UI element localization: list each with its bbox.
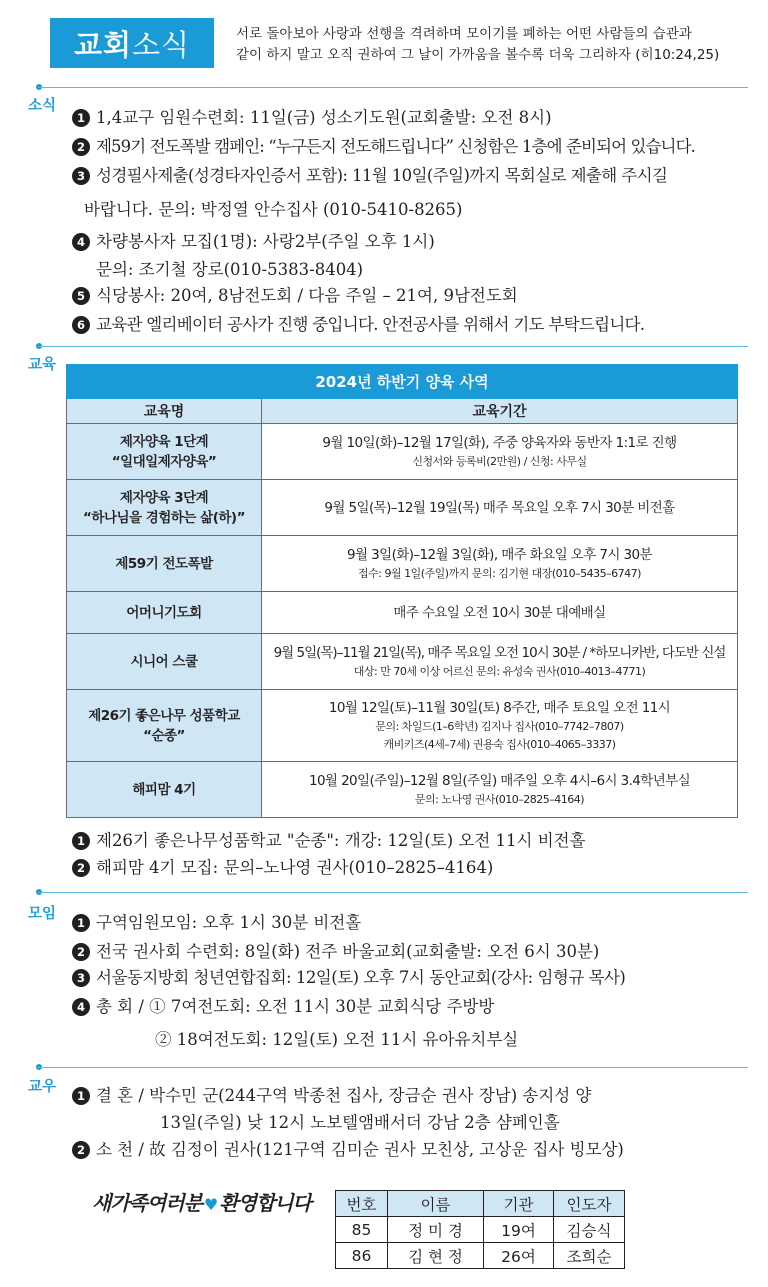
welcome-banner: 새가족여러분 ♥ 환영합니다 [92,1191,311,1215]
list-item: 2 소 천 / 故 김정이 권사(121구역 김미순 권사 모친상, 고상운 집사 빙모상) [72,1136,624,1160]
list-item: 3 성경필사제출(성경타자인증서 포함): 11월 10일(주일)까지 목회실로 제출해 주시길 [72,162,667,186]
number-badge: 2 [72,943,90,961]
list-item: 2 해피맘 4기 모집: 문의–노나영 권사(010–2825–4164) [72,854,493,878]
list-item: 1 구역임원모임: 오후 1시 30분 비전홀 [72,909,361,933]
table-row: 제26기 좋은나무 성품학교 “순종” 10월 12일(토)–11월 30일(토) 8주간, 매주 토요일 오전 11시 문의: 차일드(1–6학년) 김지나 집사(010–7742–7807) 캐비키즈(4세–7세) 권용숙 집사(010–4065–3337) [67,690,738,762]
column-header: 번호 [336,1191,388,1217]
number-badge: 1 [72,832,90,850]
list-item: 5 식당봉사: 20여, 8남전도회 / 다음 주일 – 21여, 9남전도회 [72,282,518,306]
number-badge: 3 [72,167,90,185]
column-header-name: 교육명 [67,399,262,424]
page-title [50,18,214,68]
list-item-continued: ② 18여전도회: 12일(토) 오전 11시 유아유치부실 [155,1030,519,1049]
number-badge: 5 [72,287,90,305]
table-row: 86 김 현 정 26여 조희순 [336,1243,625,1269]
number-badge: 2 [72,859,90,877]
section-divider [38,87,748,88]
table-row: 제자양육 3단계 “하나님을 경험하는 삶(하)” 9월 5일(목)–12월 19일(목) 매주 목요일 오후 7시 30분 비전홀 [67,480,738,536]
number-badge: 4 [72,998,90,1016]
title-light: 소식 [132,27,191,62]
list-item: 2 제59기 전도폭발 캠페인: “누구든지 전도해드립니다” 신청함은 1층에 준비되어 있습니다. [72,133,695,157]
list-item: 6 교육관 엘리베이터 공사가 진행 중입니다. 안전공사를 위해서 기도 부탁드립니다. [72,311,644,335]
list-item: 4 총 회 / ① 7여전도회: 오전 11시 30분 교회식당 주방방 [72,993,494,1017]
column-header: 기관 [484,1191,554,1217]
section-label-meeting: 모임 [28,906,57,922]
number-badge: 3 [72,969,90,987]
title-bold: 교회 [73,27,132,62]
number-badge: 1 [72,914,90,932]
number-badge: 2 [72,1141,90,1159]
number-badge: 4 [72,233,90,251]
bible-verse: 서로 돌아보아 사랑과 선행을 격려하며 모이기를 폐하는 어떤 사람들의 습관과 같이 하지 말고 오직 권하여 그 날이 가까움을 볼수록 더욱 그리하자 (히10:24,25) [236,26,720,63]
table-row: 시니어 스쿨 9월 5일(목)–11월 21일(목), 매주 목요일 오전 10시 30분 / *하모니카반, 다도반 신설 대상: 만 70세 이상 어르신 문의: 유성숙 권사(010–4013–4771) [67,634,738,690]
section-divider [38,346,748,347]
number-badge: 6 [72,316,90,334]
section-label-fellowship: 교우 [28,1079,57,1095]
table-row: 어머니기도회 매주 수요일 오전 10시 30분 대예배실 [67,592,738,634]
number-badge: 2 [72,138,90,156]
table-row: 해피맘 4기 10월 20일(주일)–12월 8일(주일) 매주일 오후 4시–6시 3.4학년부실 문의: 노나영 권사(010–2825–4164) [67,762,738,818]
table-row: 제59기 전도폭발 9월 3일(화)–12월 3일(화), 매주 화요일 오후 7시 30분 접수: 9월 1일(주일)까지 문의: 김기현 대장(010–5435–6747) [67,536,738,592]
section-label-news: 소식 [28,98,57,114]
section-divider [38,1067,748,1068]
table-title: 2024년 하반기 양육 사역 [67,365,738,399]
education-table [66,364,738,818]
column-header-period: 교육기간 [262,399,738,424]
list-item: 1 결 혼 / 박수민 군(244구역 박종천 집사, 장금순 권사 장남) 송지성 양 [72,1082,591,1106]
list-item: 1 제26기 좋은나무성품학교 "순종": 개강: 12일(토) 오전 11시 비전홀 [72,827,586,851]
section-divider [38,892,748,893]
table-row: 85 정 미 경 19여 김승식 [336,1217,625,1243]
list-item-continued: 문의: 조기철 장로(010-5383-8404) [96,260,364,279]
table-row: 제자양육 1단계 “일대일제자양육” 9월 10일(화)–12월 17일(화), 주중 양육자와 동반자 1:1로 진행 신청서와 등록비(2만원) / 신청: 사무실 [67,424,738,480]
column-header: 이름 [388,1191,484,1217]
list-item: 4 차량봉사자 모집(1명): 사랑2부(주일 오후 1시) [72,228,435,252]
list-item: 3 서울동지방회 청년연합집회: 12일(토) 오후 7시 동안교회(강사: 임형규 목사) [72,964,625,988]
section-label-education: 교육 [28,357,57,373]
heart-icon: ♥ [203,1195,218,1214]
list-item-continued: 13일(주일) 낮 12시 노보텔앰배서더 강남 2층 샴페인홀 [160,1113,560,1132]
newcomer-table [335,1190,625,1269]
number-badge: 1 [72,109,90,127]
list-item: 1 1,4교구 임원수련회: 11일(금) 성소기도원(교회출발: 오전 8시) [72,104,552,128]
list-item-continued: 바랍니다. 문의: 박정열 안수집사 (010-5410-8265) [84,200,463,219]
list-item: 2 전국 권사회 수련회: 8일(화) 전주 바울교회(교회출발: 오전 6시 30분) [72,938,599,962]
column-header: 인도자 [554,1191,625,1217]
number-badge: 1 [72,1087,90,1105]
